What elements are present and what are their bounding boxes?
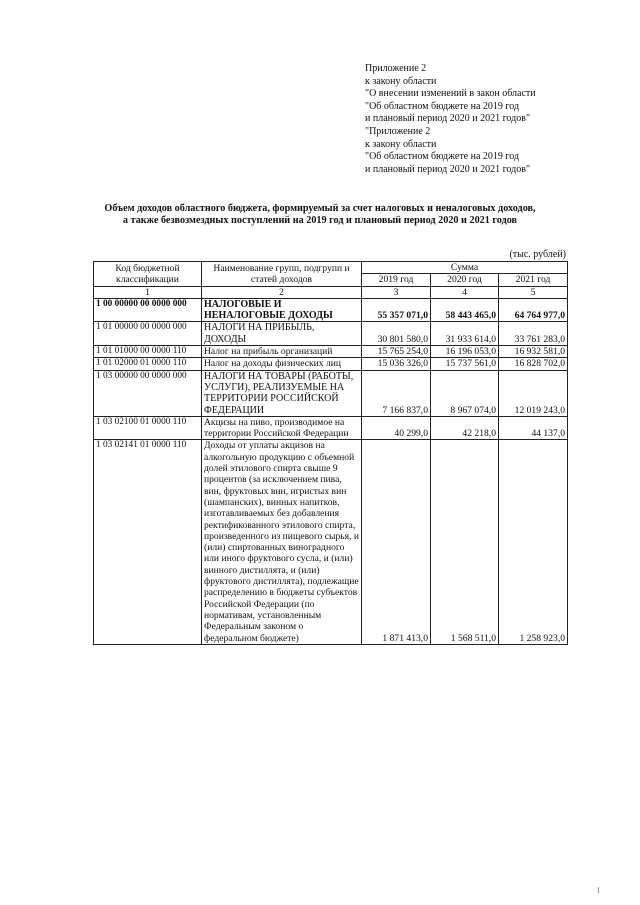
column-index: 4 [431, 286, 499, 298]
table-row [94, 346, 568, 358]
row-name: Акцизы на пиво, производимое на территории Российской Федерации [202, 416, 362, 440]
document-title [0, 203, 640, 227]
units-label: (тыс. рублей) [509, 249, 566, 260]
appendix-line: к закону области [365, 138, 437, 150]
row-name: Налог на прибыль организаций [202, 346, 362, 358]
row-code: 1 03 02100 01 0000 110 [94, 416, 202, 440]
row-name: НАЛОГИ НА ПРИБЫЛЬ, ДОХОДЫ [202, 322, 362, 346]
appendix-line: "Об областном бюджете на 2019 год [365, 151, 520, 163]
row-value-2019: 15 036 326,0 [362, 358, 431, 370]
appendix-line: "О внесении изменений в закон области [365, 88, 536, 100]
row-code: 1 01 01000 00 0000 110 [94, 346, 202, 358]
appendix-line: Приложение 2 [365, 63, 427, 74]
row-value-2021: 16 932 581,0 [499, 346, 568, 358]
row-name: Доходы от уплаты акцизов на алкогольную продукцию с объемной долей этилового спирта свыше 9 процентов (за исключением пива, вин, фруктовых вин, игристых вин (шампанских), винных напитков, изготавливаемых без добавления ректификованного этилового спирта, произведенного из пищевого сырья, и (или) спиртованных виноградного или иного фруктового сусла, и (или) винного дистиллята, и (или) фруктового дистиллята), подлежащие распределению в бюджеты субъектов Российской Федерации (по нормативам, установленным Федеральным законом о федеральном бюджете) [202, 440, 362, 644]
row-value-2020: 58 443 465,0 [431, 298, 499, 322]
row-value-2019: 55 357 071,0 [362, 298, 431, 322]
header-2021: 2021 год [499, 274, 568, 286]
header-name: Наименование групп, подгрупп и статей доходов [202, 262, 362, 287]
table-row [94, 370, 568, 416]
revenue-table [93, 261, 568, 645]
appendix-line: и плановый период 2020 и 2021 годов" [365, 113, 531, 125]
column-index-row [94, 286, 568, 298]
page-edge-mark: I [597, 886, 600, 895]
appendix-reference [365, 63, 536, 176]
row-value-2021: 12 019 243,0 [499, 370, 568, 416]
row-code: 1 03 00000 00 0000 000 [94, 370, 202, 416]
table-row [94, 416, 568, 440]
row-value-2019: 40 299,0 [362, 416, 431, 440]
row-value-2019: 15 765 254,0 [362, 346, 431, 358]
row-value-2021: 16 828 702,0 [499, 358, 568, 370]
header-code: Код бюджетной классификации [94, 262, 202, 287]
row-code: 1 00 00000 00 0000 000 [94, 298, 202, 322]
row-value-2020: 42 218,0 [431, 416, 499, 440]
row-value-2021: 1 258 923,0 [499, 440, 568, 644]
row-name: Налог на доходы физических лиц [202, 358, 362, 370]
title-line-1: Объем доходов областного бюджета, формируемый за счет налоговых и неналоговых доходов, [104, 203, 536, 214]
table-row [94, 358, 568, 370]
row-value-2020: 8 967 074,0 [431, 370, 499, 416]
row-value-2020: 16 196 053,0 [431, 346, 499, 358]
row-value-2019: 1 871 413,0 [362, 440, 431, 644]
column-index: 2 [202, 286, 362, 298]
header-2020: 2020 год [431, 274, 499, 286]
row-code: 1 03 02141 01 0000 110 [94, 440, 202, 644]
row-value-2020: 31 933 614,0 [431, 322, 499, 346]
row-code: 1 01 00000 00 0000 000 [94, 322, 202, 346]
column-index: 5 [499, 286, 568, 298]
row-value-2019: 7 166 837,0 [362, 370, 431, 416]
table-row [94, 298, 568, 322]
row-name: НАЛОГИ НА ТОВАРЫ (РАБОТЫ, УСЛУГИ), РЕАЛИЗУЕМЫЕ НА ТЕРРИТОРИИ РОССИЙСКОЙ ФЕДЕРАЦИИ [202, 370, 362, 416]
column-index: 3 [362, 286, 431, 298]
row-code: 1 01 02000 01 0000 110 [94, 358, 202, 370]
row-value-2019: 30 801 580,0 [362, 322, 431, 346]
appendix-line: к закону области [365, 75, 437, 87]
row-value-2021: 64 764 977,0 [499, 298, 568, 322]
row-value-2021: 44 137,0 [499, 416, 568, 440]
header-sum: Сумма [362, 262, 568, 274]
title-line-2: а также безвозмездных поступлений на 2019 год и плановый период 2020 и 2021 годов [122, 215, 518, 226]
row-value-2021: 33 761 283,0 [499, 322, 568, 346]
appendix-line: "Об областном бюджете на 2019 год [365, 100, 520, 112]
table-row [94, 322, 568, 346]
table-row [94, 440, 568, 644]
row-value-2020: 15 737 561,0 [431, 358, 499, 370]
row-name: НАЛОГОВЫЕ И НЕНАЛОГОВЫЕ ДОХОДЫ [202, 298, 362, 322]
row-value-2020: 1 568 511,0 [431, 440, 499, 644]
column-index: 1 [94, 286, 202, 298]
header-2019: 2019 год [362, 274, 431, 286]
appendix-line: и плановый период 2020 и 2021 годов" [365, 163, 531, 175]
appendix-line: "Приложение 2 [365, 125, 431, 137]
